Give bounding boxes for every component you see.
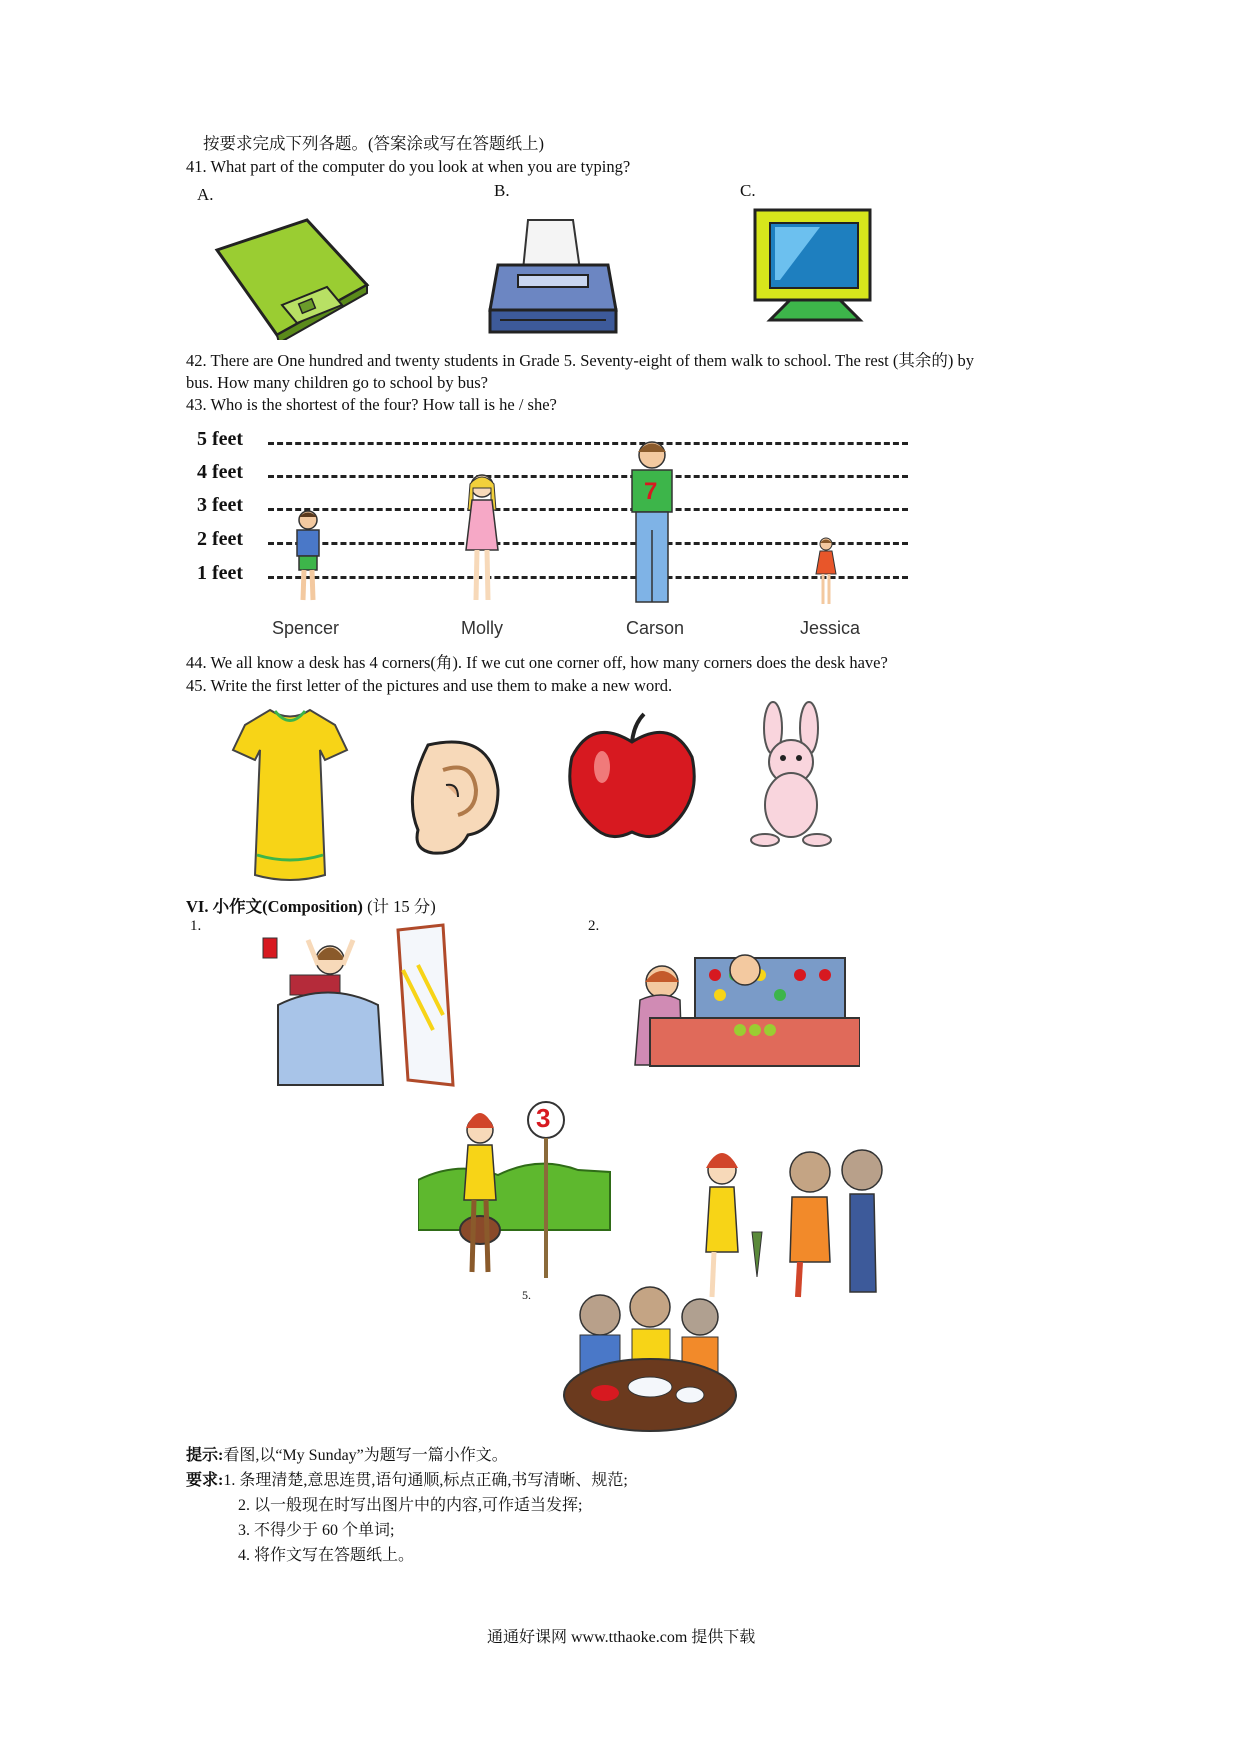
footer-text: 通通好课网 www.tthaoke.com 提供下载 [487,1629,756,1646]
hint-text: 看图,以“My Sunday”为题写一篇小作文。 [223,1447,508,1464]
instruction-text: 按要求完成下列各题。(答案涂或写在答题纸上) [203,134,544,153]
monitor-icon [750,205,880,325]
picture-wake-up [258,920,458,1090]
section-title [186,893,436,917]
q42-line1: 42. There are One hundred and twenty students in Grade 5. Seventy-eight of them walk to school. The rest (其余的) by [186,351,974,370]
requirement-item-2: 2. 以一般现在时写出图片中的内容,可作适当发挥; [238,1497,583,1514]
q45-text: 45. Write the first letter of the pictures and use them to make a new word. [186,676,673,695]
option-c-label: C. [740,181,756,200]
picture-market [620,950,860,1080]
shirt-number: 7 [644,478,658,505]
jessica-figure [812,536,840,608]
q43-text: 43. Who is the shortest of the four? How tall is he / she? [186,395,557,414]
ear-icon [398,735,508,860]
rabbit-icon [735,700,845,850]
scale-label-5: 5 feet [197,428,244,450]
name-carson: Carson [626,618,685,638]
hint-line [186,1442,508,1465]
scale-label-3: 3 feet [197,494,244,516]
picture-meeting [692,1142,892,1302]
picture-number-5: 5. [522,1288,531,1302]
apple-icon [562,712,702,842]
requirement-item-3: 3. 不得少于 60 个单词; [238,1522,395,1539]
scale-label-1: 1 feet [197,562,244,584]
picture-number-2: 2. [588,918,600,934]
floppy-disk-icon [212,215,372,340]
name-molly: Molly [461,618,504,638]
option-b-label: B. [494,181,510,200]
scale-label-2: 2 feet [197,528,244,550]
molly-figure [458,470,506,610]
dress-icon [225,705,355,885]
section-score: (计 15 分) [362,897,436,916]
printer-icon [488,215,618,340]
scale-label-4: 4 feet [197,461,244,483]
scale-line-3 [268,508,908,511]
carson-figure [622,435,682,610]
requirement-item-1: 1. 条理清楚,意思连贯,语句通顺,标点正确,书写清晰、规范; [223,1472,628,1489]
option-a-label: A. [197,185,214,204]
requirement-item-4: 4. 将作文写在答题纸上。 [238,1547,415,1564]
picture-bus-stop [418,1100,613,1280]
spencer-figure [288,508,328,608]
q44-text: 44. We all know a desk has 4 corners(角). If we cut one corner off, how many corners does the desk have? [186,653,888,672]
picture-dinner [560,1285,740,1435]
picture-number-1: 1. [190,918,202,934]
requirement-label: 要求: [186,1472,224,1489]
name-spencer: Spencer [272,618,340,638]
q42-line2: bus. How many children go to school by bus? [186,373,489,392]
requirement-line-1 [186,1467,628,1490]
scale-line-4 [268,475,908,478]
section-title-main: VI. 小作文(Composition) [186,897,363,916]
scale-line-5 [268,442,908,445]
hint-label: 提示: [186,1447,224,1464]
bus-sign-number: 3 [536,1103,551,1133]
name-jessica: Jessica [800,618,861,638]
q41-text: 41. What part of the computer do you look at when you are typing? [186,157,631,176]
